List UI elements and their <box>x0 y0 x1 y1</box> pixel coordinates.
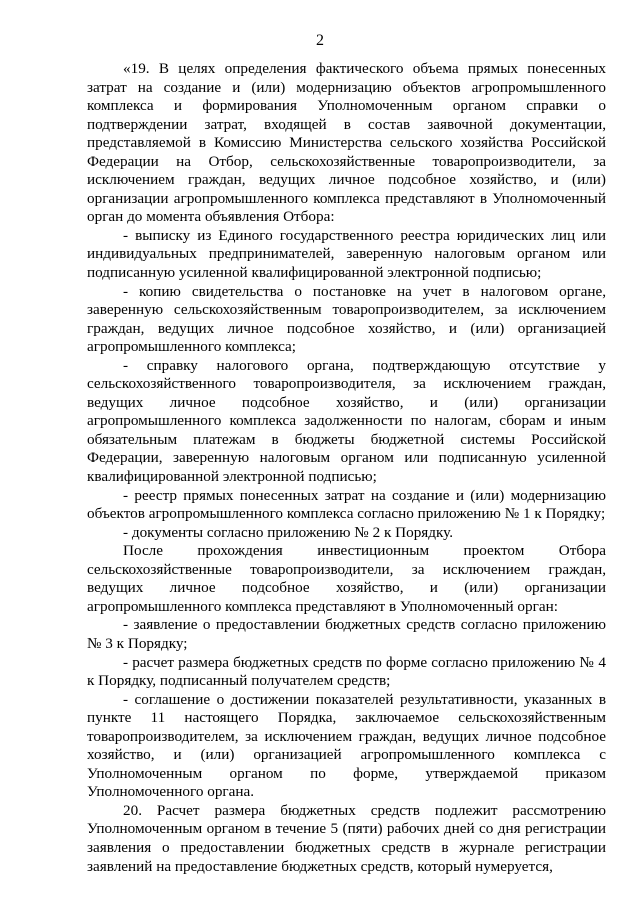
list-item-tax-debt-certificate: - справку налогового органа, подтверждающую отсутствие у сельскохозяйственного товаропроизводителя, за исключением граждан, ведущих личное подсобное хозяйство, и (или) организации агропромышленного комплекса задолженности по налогам, сборам и иным обязательным платежам в бюджеты бюджетной системы Российской Федерации, заверенную налоговым органом или подписанную усиленной квалифицированной электронной подписью; <box>87 356 606 486</box>
list-item-funds-calculation: - расчет размера бюджетных средств по форме согласно приложению № 4 к Порядку, подписанный получателем средств; <box>87 653 606 690</box>
paragraph-after-selection: После прохождения инвестиционным проектом Отбора сельскохозяйственные товаропроизводители, за исключением граждан, ведущих личное подсобное хозяйство, и (или) организации агропромышленного комплекса представляют в Уполномоченный орган: <box>87 542 606 615</box>
list-item-egrul-extract: - выписку из Единого государственного реестра юридических лиц или индивидуальных предпринимателей, заверенную налоговым органом или подписанную усиленной квалифицированной электронной подписью; <box>87 226 606 282</box>
paragraph-19-intro: «19. В целях определения фактического объема прямых понесенных затрат на создание и (или) модернизацию объектов агропромышленного комплекса и формирования Уполномоченным органом справки о подтверждении затрат, входящей в состав заявочной документации, представляемой в Комиссию Министерства сельского хозяйства Российской Федерации на Отбор, сельскохозяйственные товаропроизводители, за исключением граждан, ведущих личное подсобное хозяйство, и (или) организации агропромышленного комплекса представляют в Уполномоченный орган до момента объявления Отбора: <box>87 60 606 226</box>
page-number: 2 <box>316 32 324 49</box>
list-item-appendix-2-documents: - документы согласно приложению № 2 к Порядку. <box>123 523 454 541</box>
list-item-agreement: - соглашение о достижении показателей результативности, указанных в пункте 11 настоящего Порядка, заключаемое сельскохозяйственным товаропроизводителем, за исключением граждан, ведущих личное подсобное хозяйство, и (или) организацией агропромышленного комплекса с Уполномоченным органом по форме, утверждаемой приказом Уполномоченного органа. <box>87 690 606 801</box>
list-item-tax-registration-copy: - копию свидетельства о постановке на учет в налоговом органе, заверенную сельскохозяйственным товаропроизводителем, за исключением граждан, ведущих личное подсобное хозяйство, и (или) организацией агропромышленного комплекса; <box>87 282 606 356</box>
paragraph-20: 20. Расчет размера бюджетных средств подлежит рассмотрению Уполномоченным органом в течение 5 (пяти) рабочих дней со дня регистрации заявления о предоставлении бюджетных средств в журнале регистрации заявлений на предоставление бюджетных средств, который нумеруется, <box>87 801 606 875</box>
list-item-expense-register: - реестр прямых понесенных затрат на создание и (или) модернизацию объектов агропромышленного комплекса согласно приложению № 1 к Порядку; <box>87 486 606 523</box>
list-item-application: - заявление о предоставлении бюджетных средств согласно приложению № 3 к Порядку; <box>87 616 606 652</box>
document-body <box>87 60 606 876</box>
